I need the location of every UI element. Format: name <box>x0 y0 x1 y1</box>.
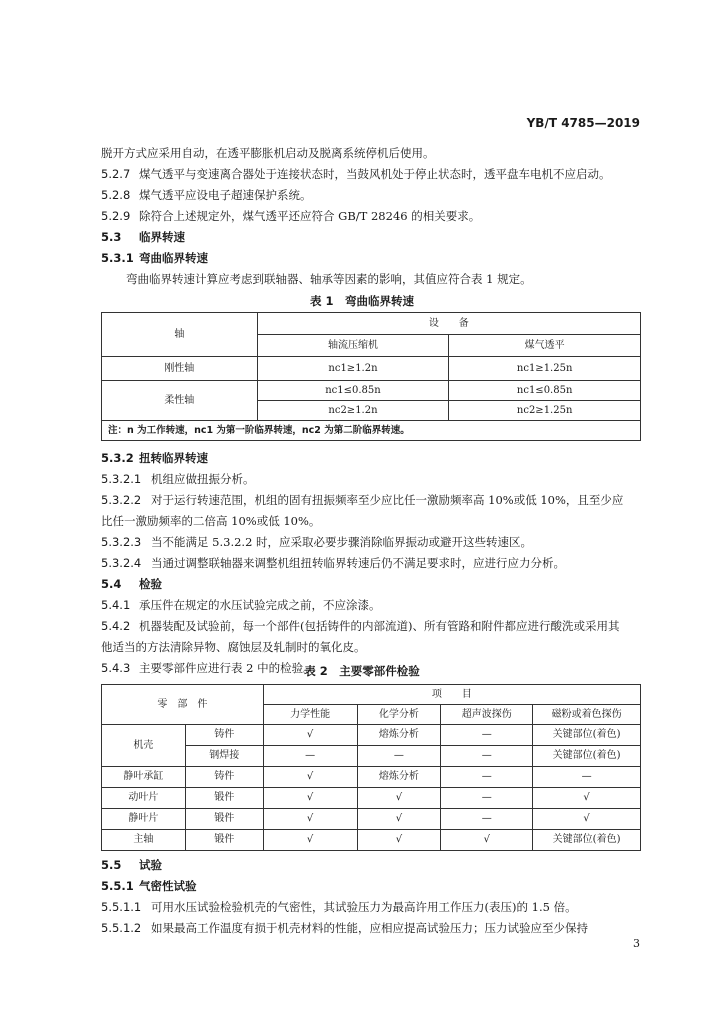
header-items: 项 目 <box>263 685 640 705</box>
clause-5-2-9 <box>101 208 480 224</box>
section-title: 扭转临界转速 <box>139 451 208 465</box>
clause-text: 机组应做扭振分析。 <box>151 472 255 486</box>
cell-value: √ <box>357 830 441 851</box>
table1-caption: 表 1 弯曲临界转速 <box>309 294 414 308</box>
cell-value: √ <box>263 767 357 788</box>
clause-number: 5.3.2.4 <box>101 556 142 570</box>
clause-number: 5.5.1 <box>101 879 134 893</box>
row-part: 静叶片 <box>102 809 186 830</box>
clause-text: 承压件在规定的水压试验完成之前，不应涂漆。 <box>139 598 381 612</box>
cell-value: — <box>357 746 441 767</box>
cell-value: nc1≥1.2n <box>257 357 449 381</box>
cell-value: — <box>441 788 533 809</box>
row-part: 机壳 <box>102 725 186 767</box>
clause-text: 煤气透平与变速离合器处于连接状态时，当鼓风机处于停止状态时，透平盘车电机不应启动。 <box>139 167 611 181</box>
cell-value: — <box>441 746 533 767</box>
row-material: 铸件 <box>185 767 263 788</box>
table-1 <box>101 312 641 441</box>
cell-value: √ <box>441 830 533 851</box>
page-number: 3 <box>633 937 640 950</box>
cell-value: 关键部位(着色) <box>533 746 641 767</box>
cell-value: — <box>441 809 533 830</box>
cell-value: nc2≥1.2n <box>257 401 449 421</box>
clause-number: 5.5 <box>101 858 122 872</box>
cell-value: 关键部位(着色) <box>533 830 641 851</box>
text-line: 脱开方式应采用自动，在透平膨胀机启动及脱离系统停机后使用。 <box>101 146 435 160</box>
section-5-3-2 <box>101 450 208 466</box>
clause-5-4-1 <box>101 597 381 613</box>
cell-value: 熔炼分析 <box>357 725 441 746</box>
section-title: 弯曲临界转速 <box>139 251 208 265</box>
clause-5-3-2-3 <box>101 534 532 550</box>
cell-value: — <box>441 725 533 746</box>
row-part: 主轴 <box>102 830 186 851</box>
cell-value: nc1≤0.85n <box>449 381 641 401</box>
clause-number: 5.4.1 <box>101 598 131 612</box>
clause-number: 5.2.8 <box>101 188 131 202</box>
cell-value: √ <box>263 725 357 746</box>
clause-number: 5.4.3 <box>101 661 131 675</box>
cell-value: 熔炼分析 <box>357 767 441 788</box>
cell-value: — <box>441 767 533 788</box>
row-material: 锻件 <box>185 788 263 809</box>
clause-number: 5.4.2 <box>101 619 131 633</box>
clause-number: 5.2.7 <box>101 167 131 181</box>
section-title: 临界转速 <box>139 230 185 244</box>
clause-number: 5.3.2.1 <box>101 472 142 486</box>
clause-text: 机器装配及试验前，每一个部件(包括铸件的内部流道)、所有管路和附件都应进行酸洗或采用其 <box>139 619 620 633</box>
cell-value: nc2≥1.25n <box>449 401 641 421</box>
cell-value: √ <box>357 809 441 830</box>
row-material: 锻件 <box>185 809 263 830</box>
section-title: 气密性试验 <box>139 879 197 893</box>
header-shaft: 轴 <box>102 313 258 357</box>
clause-text: 如果最高工作温度有损于机壳材料的性能，应相应提高试验压力；压力试验应至少保持 <box>151 921 588 935</box>
text-line: 他适当的方法清除异物、腐蚀层及轧制时的氧化皮。 <box>101 640 366 654</box>
row-material: 锻件 <box>185 830 263 851</box>
table-2 <box>101 684 641 851</box>
clause-number: 5.4 <box>101 577 122 591</box>
clause-text: 主要零部件应进行表 2 中的检验。 <box>139 661 315 675</box>
header-chemical: 化学分析 <box>357 705 441 725</box>
header-mechanical: 力学性能 <box>263 705 357 725</box>
clause-5-3-2-1 <box>101 471 255 487</box>
header-ultrasonic: 超声波探伤 <box>441 705 533 725</box>
clause-number: 5.5.1.1 <box>101 900 142 914</box>
clause-number: 5.3.2 <box>101 451 134 465</box>
standard-code: YB/T 4785—2019 <box>526 116 640 130</box>
section-5-5 <box>101 857 162 873</box>
clause-5-2-7 <box>101 166 611 182</box>
row-material: 铸件 <box>185 725 263 746</box>
row-part: 动叶片 <box>102 788 186 809</box>
clause-5-3-2-4 <box>101 555 565 571</box>
cell-value: nc1≥1.25n <box>449 357 641 381</box>
cell-value: — <box>263 746 357 767</box>
clause-number: 5.3.1 <box>101 251 134 265</box>
clause-text: 当通过调整联轴器来调整机组扭转临界转速后仍不满足要求时，应进行应力分析。 <box>151 556 565 570</box>
text-line: 弯曲临界转速计算应考虑到联轴器、轴承等因素的影响，其值应符合表 1 规定。 <box>126 272 532 286</box>
cell-value: √ <box>533 809 641 830</box>
clause-text: 可用水压试验检验机壳的气密性，其试验压力为最高许用工作压力(表压)的 1.5 倍。 <box>151 900 577 914</box>
header-parts: 零 部 件 <box>102 685 264 725</box>
cell-value: √ <box>357 788 441 809</box>
section-5-3-1 <box>101 250 208 266</box>
clause-5-5-1-1 <box>101 899 577 915</box>
clause-text: 当不能满足 5.3.2.2 时，应采取必要步骤消除临界振动或避开这些转速区。 <box>151 535 533 549</box>
row-flexible-shaft: 柔性轴 <box>102 381 258 421</box>
header-gas-turbine: 煤气透平 <box>449 335 641 357</box>
clause-number: 5.2.9 <box>101 209 131 223</box>
header-equipment: 设 备 <box>257 313 640 335</box>
cell-value: √ <box>533 788 641 809</box>
cell-value: 关键部位(着色) <box>533 725 641 746</box>
row-part: 静叶承缸 <box>102 767 186 788</box>
clause-number: 5.3.2.2 <box>101 493 142 507</box>
table1-note: 注：n 为工作转速，nc1 为第一阶临界转速，nc2 为第二阶临界转速。 <box>102 421 641 441</box>
clause-number: 5.5.1.2 <box>101 921 142 935</box>
cell-value: √ <box>263 830 357 851</box>
clause-5-5-1-2 <box>101 920 588 936</box>
section-5-3 <box>101 229 185 245</box>
text-line: 比任一激励频率的二倍高 10%或低 10%。 <box>101 514 321 528</box>
header-axial-compressor: 轴流压缩机 <box>257 335 449 357</box>
cell-value: √ <box>263 809 357 830</box>
clause-text: 对于运行转速范围，机组的固有扭振频率至少应比任一激励频率高 10%或低 10%，且至少应 <box>151 493 624 507</box>
clause-5-2-8 <box>101 187 312 203</box>
row-rigid-shaft: 刚性轴 <box>102 357 258 381</box>
section-title: 检验 <box>139 577 162 591</box>
clause-number: 5.3 <box>101 230 122 244</box>
row-material: 钢焊接 <box>185 746 263 767</box>
clause-number: 5.3.2.3 <box>101 535 142 549</box>
section-5-5-1 <box>101 878 197 894</box>
header-magnetic: 磁粉或着色探伤 <box>533 705 641 725</box>
table2-caption: 表 2 主要零部件检验 <box>304 664 420 678</box>
clause-text: 除符合上述规定外，煤气透平还应符合 GB/T 28246 的相关要求。 <box>139 209 481 223</box>
clause-5-4-2 <box>101 618 619 634</box>
clause-5-3-2-2 <box>101 492 623 508</box>
section-title: 试验 <box>139 858 162 872</box>
cell-value: — <box>533 767 641 788</box>
cell-value: nc1≤0.85n <box>257 381 449 401</box>
section-5-4 <box>101 576 162 592</box>
clause-text: 煤气透平应设电子超速保护系统。 <box>139 188 312 202</box>
cell-value: √ <box>263 788 357 809</box>
